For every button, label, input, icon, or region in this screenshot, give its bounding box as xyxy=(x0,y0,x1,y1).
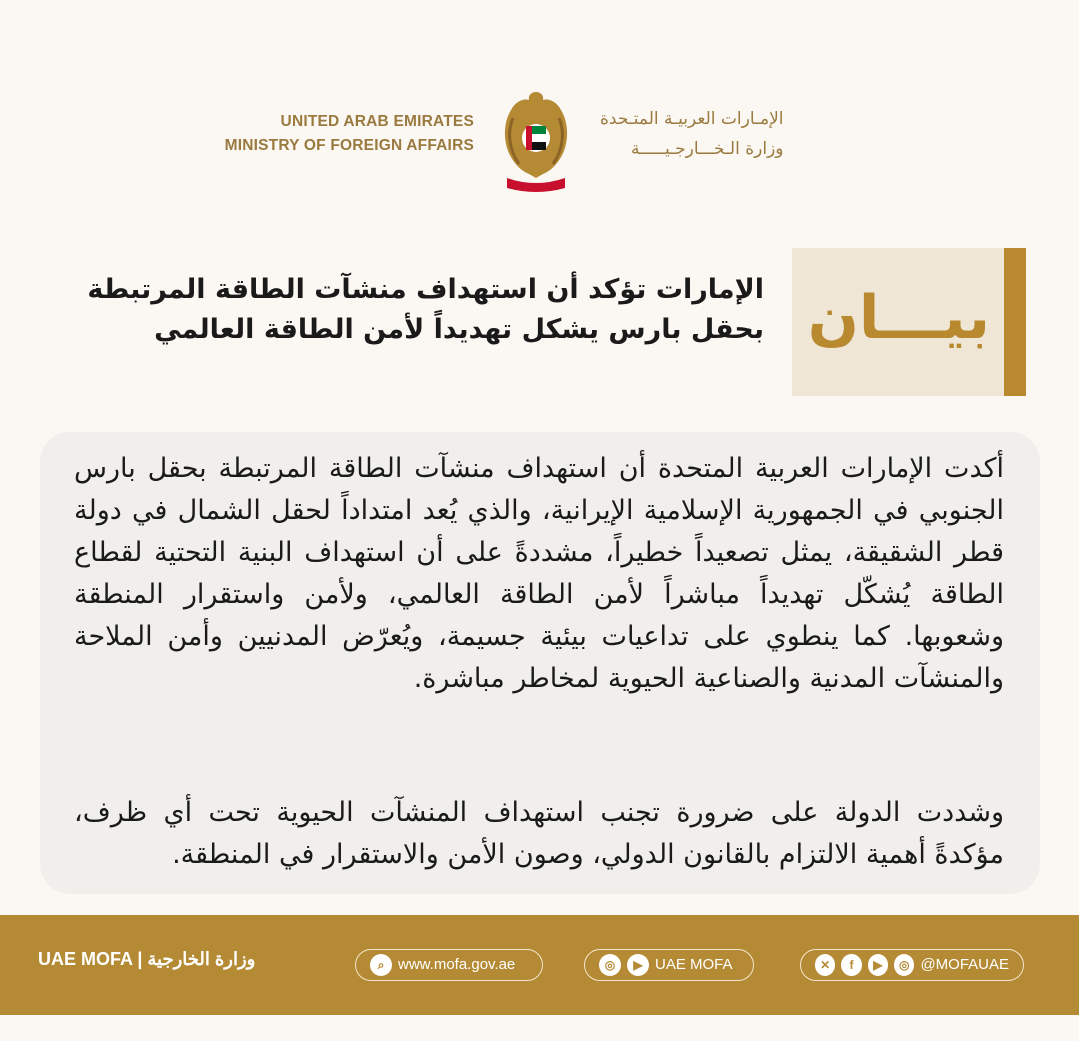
youtube-icon: ▶ xyxy=(868,954,888,976)
bottom-margin xyxy=(0,1015,1079,1041)
statement-headline xyxy=(87,270,764,350)
website-text: www.mofa.gov.ae xyxy=(398,956,516,973)
arabic-country-line: الإمـارات العربيـة المتـحدة xyxy=(600,109,784,129)
footer-bar xyxy=(0,915,1079,1015)
english-ministry-line: MINISTRY OF FOREIGN AFFAIRS xyxy=(224,137,474,154)
youtube-icon: ▶ xyxy=(627,954,649,976)
video-channels-link[interactable] xyxy=(584,949,754,981)
facebook-icon: f xyxy=(841,954,861,976)
instagram-icon: ◎ xyxy=(894,954,914,976)
headline-line-2: بحقل بارس يشكل تهديداً لأمن الطاقة العالمي xyxy=(154,314,764,345)
video-channel-text: UAE MOFA xyxy=(655,956,733,973)
body-paragraph-2: وشددت الدولة على ضرورة تجنب استهداف المنشآت الحيوية تحت أي ظرف، مؤكدةً أهمية الالتزام بالقانون الدولي، وصون الأمن والاستقرار في المنطقة. xyxy=(74,797,1004,870)
headline-line-1: الإمارات تؤكد أن استهداف منشآت الطاقة المرتبطة xyxy=(87,274,764,305)
instagram-icon: ◎ xyxy=(599,954,621,976)
statement-label: بيـــان xyxy=(807,283,990,353)
website-link[interactable] xyxy=(355,949,543,981)
statement-header xyxy=(0,248,1079,398)
english-country-line: UNITED ARAB EMIRATES xyxy=(280,113,474,130)
social-handle: @MOFAUAE xyxy=(920,956,1010,973)
x-icon: ✕ xyxy=(815,954,835,976)
search-icon: ⌕ xyxy=(370,954,392,976)
social-links[interactable] xyxy=(800,949,1024,981)
accent-bar xyxy=(1004,248,1026,396)
body-paragraph-1: أكدت الإمارات العربية المتحدة أن استهداف منشآت الطاقة المرتبطة بحقل بارس الجنوبي في الجمهورية الإسلامية الإيرانية، والذي يُعد امتداداً لحقل الشمال في دولة قطر الشقيقة، يمثل تصعيداً خطيراً، مشددةً على أن استهداف البنية التحتية لقطاع الطاقة يُشكّل تهديداً مباشراً لأمن الطاقة العالمي، ولأمن واستقرار المنطقة وشعوبها. كما ينطوي على تداعيات بيئية جسيمة، ويُعرّض المدنيين وأمن الملاحة والمنشآت المدنية والصناعية الحيوية لمخاطر مباشرة. xyxy=(74,453,1004,694)
footer-brand: UAE MOFA | وزارة الخارجية xyxy=(38,949,256,969)
statement-label-box xyxy=(792,248,1026,396)
arabic-ministry-name xyxy=(600,104,784,164)
letterhead xyxy=(0,88,1079,198)
uae-falcon-emblem-icon xyxy=(493,88,579,196)
english-ministry-name xyxy=(225,110,474,158)
arabic-ministry-line: وزارة الـخـــارجـيـــــة xyxy=(631,139,784,159)
